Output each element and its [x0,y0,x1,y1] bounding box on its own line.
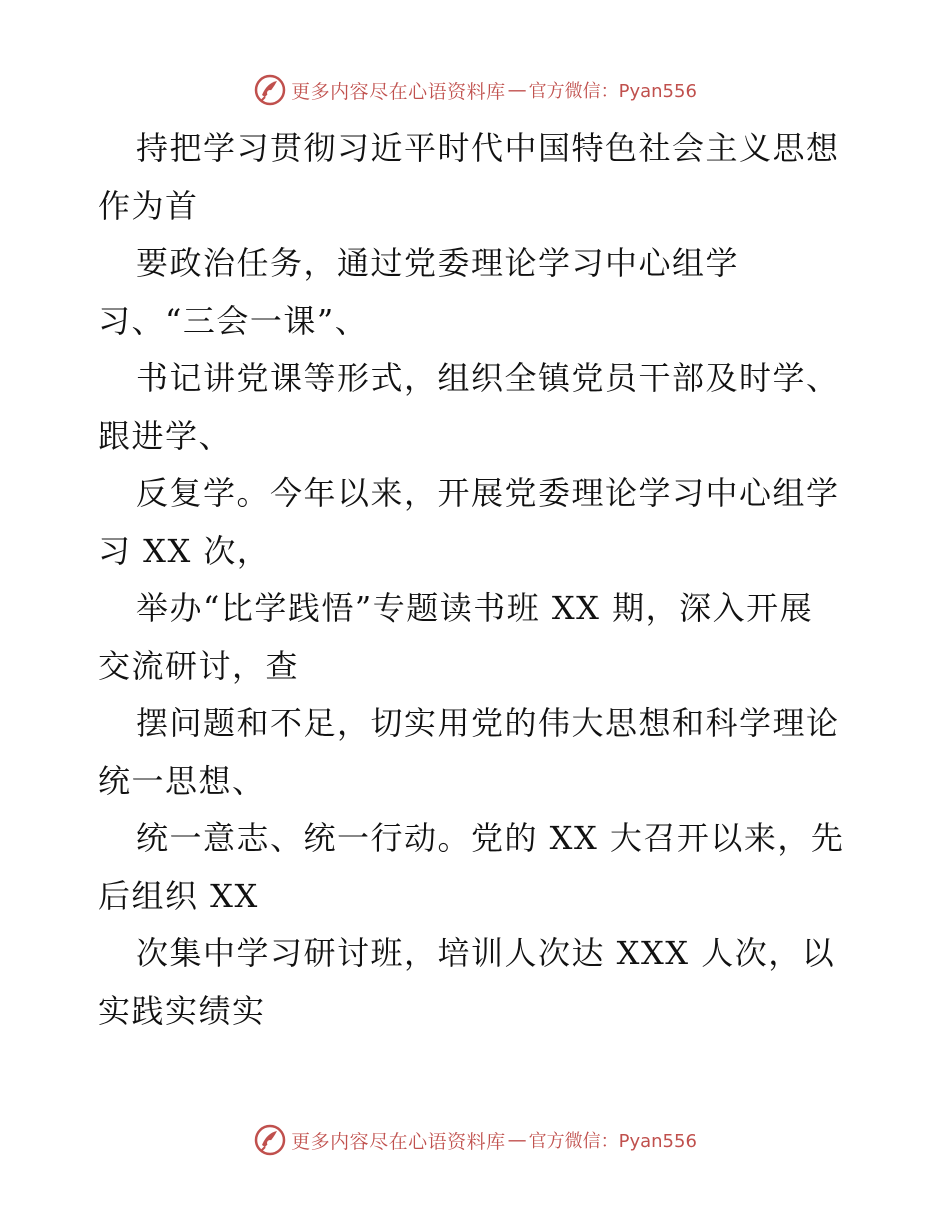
paragraph [98,810,858,925]
paragraph-line: 交流研讨，查 [98,646,300,685]
paragraph [98,350,858,465]
footer-watermark [0,1120,950,1160]
pen-logo-icon [253,1123,287,1157]
pen-logo-icon [253,73,287,107]
paragraph-line: 持把学习贯彻习近平时代中国特色社会主义思想 [136,129,840,167]
watermark-wechat-text: 官方微信：Pyan556 [528,1131,697,1152]
paragraph-line: 反复学。今年以来，开展党委理论学习中心组学 [136,474,840,512]
watermark-main-text: 更多内容尽在心语资料库 [291,80,506,103]
paragraph-line: 次集中学习研讨班，培训人次达 XXX 人次，以 [136,934,836,972]
paragraph-line: 统一意志、统一行动。党的 XX 大召开以来，先 [136,819,845,857]
watermark-separator: — [507,79,527,101]
paragraph [98,235,858,350]
paragraph-line: 后组织 XX [98,876,259,915]
paragraph-line: 习、“三会一课”、 [98,301,369,340]
paragraph [98,120,858,235]
paragraph-line: 举办“比学践悟”专题读书班 XX 期，深入开展 [136,589,814,627]
watermark-wechat-text: 官方微信：Pyan556 [528,81,697,102]
document-body [98,120,858,1040]
paragraph-line: 作为首 [98,186,199,225]
paragraph-line: 摆问题和不足，切实用党的伟大思想和科学理论 [136,704,840,742]
paragraph-line: 跟进学、 [98,416,233,455]
paragraph [98,695,858,810]
paragraph-line: 要政治任务，通过党委理论学习中心组学 [136,244,740,282]
header-watermark [0,70,950,110]
paragraph [98,925,858,1040]
paragraph-line: 统一思想、 [98,761,266,800]
watermark-separator: — [507,1129,527,1151]
paragraph [98,465,858,580]
paragraph [98,580,858,695]
paragraph-line: 习 XX 次， [98,531,271,570]
paragraph-line: 书记讲党课等形式，组织全镇党员干部及时学、 [136,359,840,397]
watermark-main-text: 更多内容尽在心语资料库 [291,1130,506,1153]
paragraph-line: 实践实绩实 [98,991,266,1030]
